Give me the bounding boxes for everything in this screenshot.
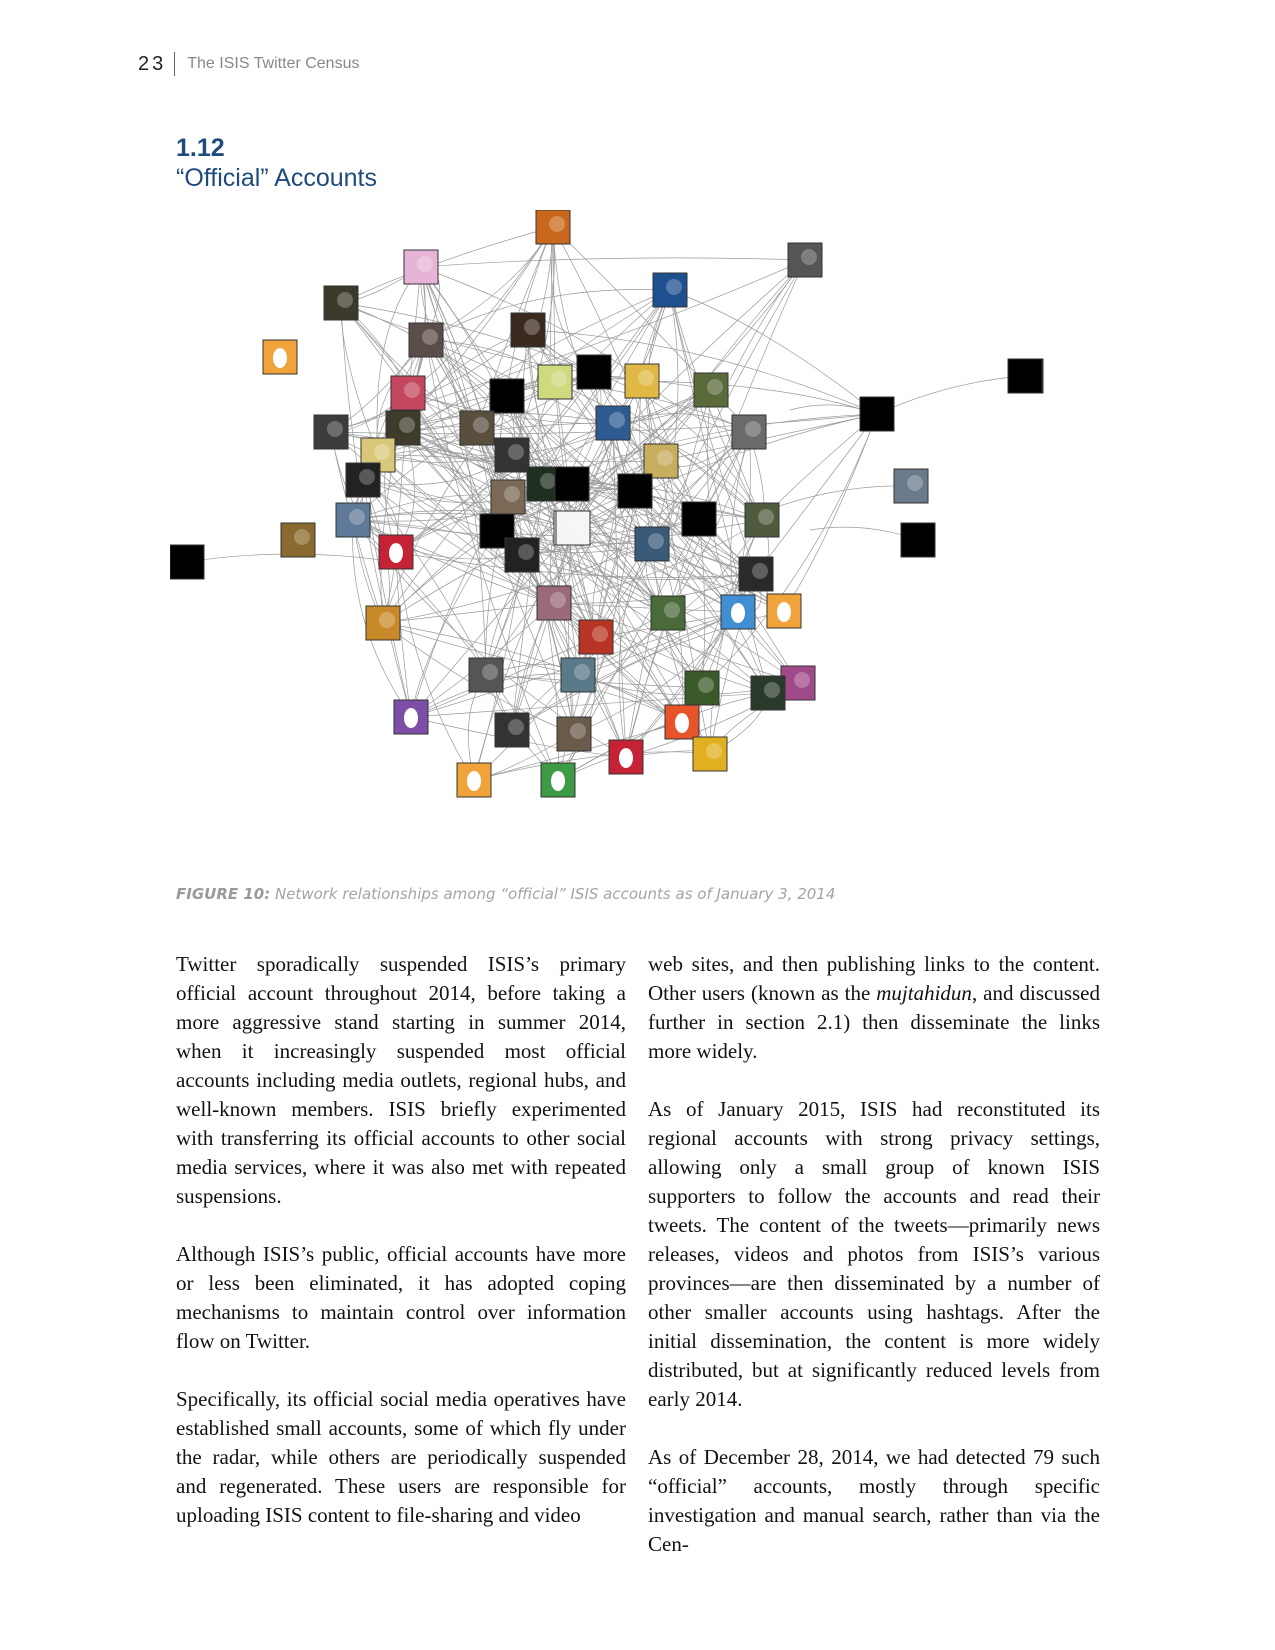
egg-icon — [389, 543, 403, 563]
account-avatar-node — [739, 557, 773, 591]
account-avatar-node — [556, 511, 590, 545]
account-avatar-node — [495, 713, 529, 747]
account-avatar-node — [391, 376, 425, 410]
account-avatar-node — [409, 323, 443, 357]
account-avatar-node — [557, 717, 591, 751]
egg-icon — [675, 713, 689, 733]
account-avatar-node — [536, 210, 570, 244]
paragraph — [648, 950, 1100, 1066]
suspended-account-node — [577, 355, 611, 389]
account-avatar-node — [495, 438, 529, 472]
suspended-account-node — [901, 523, 935, 557]
suspended-account-node — [682, 502, 716, 536]
account-avatar-node — [644, 444, 678, 478]
account-avatar-node — [336, 503, 370, 537]
suspended-account-node — [555, 467, 589, 501]
egg-avatar-node — [379, 535, 413, 569]
egg-avatar-node — [721, 595, 755, 629]
account-avatar-node — [538, 365, 572, 399]
egg-avatar-node — [263, 340, 297, 374]
account-avatar-node — [324, 286, 358, 320]
account-avatar-node — [346, 463, 380, 497]
account-avatar-node — [281, 523, 315, 557]
page-number: 23 — [138, 52, 167, 75]
account-avatar-node — [491, 480, 525, 514]
header-divider — [174, 52, 175, 76]
paragraph-text: , and discussed further in section 2.1) then disseminate the links more widely. — [648, 981, 1100, 1063]
account-avatar-node — [694, 373, 728, 407]
network-edge — [383, 603, 554, 623]
network-edge — [421, 258, 805, 267]
account-avatar-node — [511, 313, 545, 347]
paragraph: Although ISIS’s public, official accounts have more or less been eliminated, it has adopted coping mechanisms to maintain control over information flow on Twitter. — [176, 1242, 626, 1353]
network-edge — [474, 752, 710, 780]
egg-icon — [404, 708, 418, 728]
caption-text: Network relationships among “official” ISIS accounts as of January 3, 2014 — [270, 885, 836, 903]
emphasis-term: mujtahidun — [876, 981, 972, 1005]
body-column-right — [648, 950, 1100, 1588]
egg-icon — [273, 348, 287, 368]
account-avatar-node — [505, 538, 539, 572]
account-avatar-node — [653, 273, 687, 307]
network-edge — [702, 414, 877, 688]
account-avatar-node — [651, 596, 685, 630]
account-avatar-node — [469, 658, 503, 692]
paragraph-text: web sites, and then publishing links to the content. Other users (known as the — [648, 952, 1100, 1005]
suspended-account-node — [170, 545, 204, 579]
egg-avatar-node — [609, 740, 643, 774]
suspended-account-node — [490, 379, 524, 413]
egg-icon — [619, 748, 633, 768]
network-edge — [551, 227, 594, 372]
account-avatar-node — [366, 606, 400, 640]
account-avatar-node — [460, 411, 494, 445]
paragraph: As of January 2015, ISIS had reconstituted its regional accounts with strong privacy settings, allowing only a small group of known ISIS supporters to follow the accounts and read their tweets. The content of the tweets—primarily news releases, videos and photos from ISIS’s various provinces—are then disseminated by a number of other smaller accounts using hashtags. After the initial dissemination, the content is more widely distributed, but at significantly reduced levels from early 2014. — [648, 1097, 1100, 1411]
egg-avatar-node — [394, 700, 428, 734]
account-avatar-node — [745, 503, 779, 537]
network-edge — [877, 376, 1025, 414]
account-avatar-node — [596, 406, 630, 440]
section-number: 1.12 — [176, 134, 225, 162]
network-edge — [426, 289, 670, 340]
running-title: The ISIS Twitter Census — [187, 55, 360, 72]
account-avatar-node — [579, 620, 613, 654]
account-avatar-node — [788, 243, 822, 277]
account-avatar-node — [404, 250, 438, 284]
body-column-left — [176, 950, 626, 1559]
egg-icon — [731, 603, 745, 623]
account-avatar-node — [781, 666, 815, 700]
account-avatar-node — [314, 415, 348, 449]
network-edge — [396, 552, 474, 780]
account-avatar-node — [693, 737, 727, 771]
account-avatar-node — [625, 364, 659, 398]
figure-caption — [176, 885, 1076, 903]
egg-avatar-node — [767, 594, 801, 628]
network-edge — [756, 414, 877, 574]
caption-label: FIGURE 10: — [176, 885, 271, 903]
suspended-account-node — [618, 474, 652, 508]
network-edge — [730, 260, 805, 380]
running-head — [138, 52, 359, 76]
egg-icon — [467, 771, 481, 791]
account-avatar-node — [635, 527, 669, 561]
account-avatar-node — [685, 671, 719, 705]
suspended-account-node — [1008, 359, 1042, 393]
account-avatar-node — [732, 415, 766, 449]
egg-icon — [551, 771, 565, 791]
section-title: “Official” Accounts — [176, 164, 378, 192]
account-avatar-node — [894, 469, 928, 503]
suspended-account-node — [860, 397, 894, 431]
account-avatar-node — [561, 658, 595, 692]
paragraph: As of December 28, 2014, we had detected 79 such “official” accounts, mostly through specific investigation and manual search, rather than via the Cen- — [648, 1445, 1100, 1556]
paragraph: Specifically, its official social media operatives have established small accounts, some of which fly under the radar, while others are periodically suspended and regenerated. These users are responsible for uploading ISIS content to file-sharing and video — [176, 1387, 626, 1527]
egg-avatar-node — [457, 763, 491, 797]
network-graph — [170, 210, 1110, 850]
account-avatar-node — [751, 676, 785, 710]
egg-avatar-node — [541, 763, 575, 797]
network-edge — [784, 414, 877, 611]
egg-avatar-node — [665, 705, 699, 739]
egg-icon — [777, 602, 791, 622]
account-avatar-node — [537, 586, 571, 620]
paragraph: Twitter sporadically suspended ISIS’s primary official account throughout 2014, before taking a more aggressive stand starting in summer 2014, when it increasingly suspended most official accounts including media outlets, regional hubs, and well-known members. ISIS briefly experimented with transferring its official accounts to other social media services, where it was also met with repeated suspensions. — [176, 952, 626, 1208]
